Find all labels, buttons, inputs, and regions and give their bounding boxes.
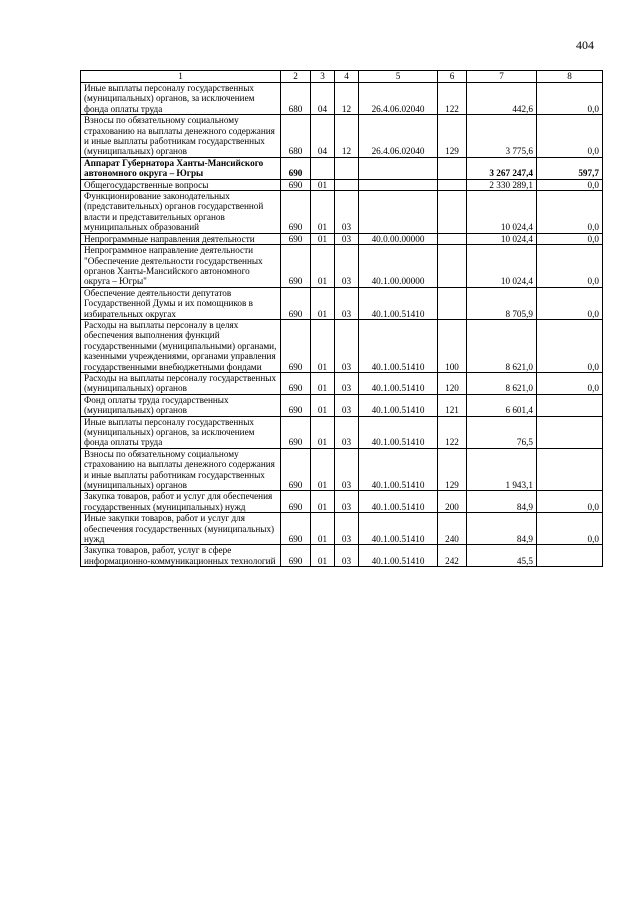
item-name: Фонд оплаты труда государственных (муниципальных) органов	[81, 394, 281, 416]
admin-code: 680	[281, 115, 311, 158]
section-code: 01	[311, 394, 335, 416]
item-name: Иные закупки товаров, работ и услуг для обеспечения государственных (муниципальных) нужд	[81, 513, 281, 545]
section-code: 01	[311, 491, 335, 513]
subsection-code	[335, 179, 359, 190]
subvention-value: 0,0	[537, 513, 603, 545]
target-article-code: 40.1.00.00000	[359, 245, 438, 288]
subvention-value: 0,0	[537, 372, 603, 394]
item-name: Закупка товаров, работ и услуг для обеспечения государственных (муниципальных) нужд	[81, 491, 281, 513]
expense-type-code: 200	[438, 491, 467, 513]
subvention-value: 0,0	[537, 83, 603, 115]
amount-value: 3 775,6	[467, 115, 537, 158]
admin-code: 680	[281, 83, 311, 115]
item-name: Расходы на выплаты персоналу государственных (муниципальных) органов	[81, 372, 281, 394]
expense-type-code: 122	[438, 83, 467, 115]
column-header: 4	[335, 71, 359, 83]
admin-code: 690	[281, 448, 311, 491]
item-name: Закупка товаров, работ, услуг в сфере информационно-коммуникационных технологий	[81, 545, 281, 567]
admin-code: 690	[281, 191, 311, 234]
admin-code: 690	[281, 319, 311, 372]
table-row	[81, 545, 603, 567]
admin-code: 690	[281, 513, 311, 545]
table-row	[81, 245, 603, 288]
amount-value: 6 601,4	[467, 394, 537, 416]
admin-code: 690	[281, 372, 311, 394]
subsection-code: 03	[335, 491, 359, 513]
item-name: Взносы по обязательному социальному страхованию на выплаты денежного содержания и иные выплаты работникам государственных (муниципальных) органов	[81, 115, 281, 158]
expense-type-code: 100	[438, 319, 467, 372]
table-row	[81, 115, 603, 158]
subvention-value: 0,0	[537, 179, 603, 190]
subsection-code: 03	[335, 287, 359, 319]
subvention-value: 0,0	[537, 491, 603, 513]
section-code: 01	[311, 545, 335, 567]
item-name: Расходы на выплаты персоналу в целях обеспечения выполнения функций государственными (муниципальными) органами, казенными учреждениями, органами управления государственными внебюджетными фондами	[81, 319, 281, 372]
admin-code: 690	[281, 233, 311, 244]
subsection-code	[335, 157, 359, 179]
subsection-code: 03	[335, 513, 359, 545]
subvention-value: 0,0	[537, 245, 603, 288]
expense-type-code	[438, 157, 467, 179]
subsection-code: 03	[335, 372, 359, 394]
amount-value: 10 024,4	[467, 191, 537, 234]
admin-code: 690	[281, 545, 311, 567]
expense-type-code	[438, 179, 467, 190]
amount-value: 442,6	[467, 83, 537, 115]
table-row	[81, 179, 603, 190]
amount-value: 76,5	[467, 416, 537, 448]
amount-value: 1 943,1	[467, 448, 537, 491]
admin-code: 690	[281, 491, 311, 513]
column-header: 2	[281, 71, 311, 83]
section-code: 01	[311, 245, 335, 288]
column-header: 1	[81, 71, 281, 83]
subvention-value	[537, 416, 603, 448]
budget-table	[80, 70, 603, 567]
admin-code: 690	[281, 394, 311, 416]
item-name: Иные выплаты персоналу государственных (муниципальных) органов, за исключением фонда оплаты труда	[81, 416, 281, 448]
target-article-code: 40.1.00.51410	[359, 513, 438, 545]
target-article-code: 40.1.00.51410	[359, 372, 438, 394]
expense-type-code	[438, 191, 467, 234]
section-code: 04	[311, 83, 335, 115]
amount-value: 8 705,9	[467, 287, 537, 319]
subvention-value	[537, 545, 603, 567]
table-row	[81, 191, 603, 234]
target-article-code: 40.1.00.51410	[359, 287, 438, 319]
table-row	[81, 157, 603, 179]
subvention-value	[537, 448, 603, 491]
section-code: 01	[311, 448, 335, 491]
target-article-code: 40.1.00.51410	[359, 545, 438, 567]
section-code: 01	[311, 513, 335, 545]
expense-type-code: 240	[438, 513, 467, 545]
item-name: Аппарат Губернатора Ханты-Мансийского автономного округа – Югры	[81, 157, 281, 179]
target-article-code	[359, 157, 438, 179]
item-name: Функционирование законодательных (представительных) органов государственной власти и представительных органов муниципальных образований	[81, 191, 281, 234]
page-number: 404	[576, 38, 594, 52]
target-article-code: 40.1.00.51410	[359, 448, 438, 491]
admin-code: 690	[281, 245, 311, 288]
subvention-value: 0,0	[537, 287, 603, 319]
target-article-code	[359, 191, 438, 234]
section-code	[311, 157, 335, 179]
section-code: 01	[311, 191, 335, 234]
item-name: Непрограммное направление деятельности "Обеспечение деятельности государственных органов Ханты-Мансийского автономного округа – Югры"	[81, 245, 281, 288]
target-article-code: 40.1.00.51410	[359, 416, 438, 448]
column-header: 5	[359, 71, 438, 83]
subsection-code: 03	[335, 245, 359, 288]
subsection-code: 03	[335, 416, 359, 448]
amount-value: 45,5	[467, 545, 537, 567]
target-article-code	[359, 179, 438, 190]
item-name: Взносы по обязательному социальному страхованию на выплаты денежного содержания и иные выплаты работникам государственных (муниципальных) органов	[81, 448, 281, 491]
column-header: 3	[311, 71, 335, 83]
table-row	[81, 416, 603, 448]
target-article-code: 40.0.00.00000	[359, 233, 438, 244]
expense-type-code: 121	[438, 394, 467, 416]
subsection-code: 12	[335, 83, 359, 115]
subsection-code: 03	[335, 319, 359, 372]
subsection-code: 03	[335, 191, 359, 234]
subvention-value: 597,7	[537, 157, 603, 179]
table-row	[81, 233, 603, 244]
column-header: 6	[438, 71, 467, 83]
expense-type-code	[438, 233, 467, 244]
subvention-value: 0,0	[537, 115, 603, 158]
subsection-code: 03	[335, 394, 359, 416]
amount-value: 10 024,4	[467, 245, 537, 288]
target-article-code: 26.4.06.02040	[359, 115, 438, 158]
amount-value: 8 621,0	[467, 372, 537, 394]
subsection-code: 03	[335, 448, 359, 491]
column-header: 8	[537, 71, 603, 83]
target-article-code: 40.1.00.51410	[359, 319, 438, 372]
amount-value: 2 330 289,1	[467, 179, 537, 190]
expense-type-code	[438, 287, 467, 319]
table-row	[81, 287, 603, 319]
expense-type-code: 120	[438, 372, 467, 394]
subsection-code: 12	[335, 115, 359, 158]
amount-value: 3 267 247,4	[467, 157, 537, 179]
subvention-value: 0,0	[537, 191, 603, 234]
table-body	[81, 83, 603, 567]
section-code: 04	[311, 115, 335, 158]
table-header	[81, 71, 603, 83]
admin-code: 690	[281, 416, 311, 448]
expense-type-code: 122	[438, 416, 467, 448]
expense-type-code: 129	[438, 115, 467, 158]
admin-code: 690	[281, 287, 311, 319]
table-row	[81, 491, 603, 513]
subvention-value	[537, 394, 603, 416]
target-article-code: 26.4.06.02040	[359, 83, 438, 115]
target-article-code: 40.1.00.51410	[359, 394, 438, 416]
table-row	[81, 83, 603, 115]
expense-type-code: 129	[438, 448, 467, 491]
target-article-code: 40.1.00.51410	[359, 491, 438, 513]
expense-type-code: 242	[438, 545, 467, 567]
table-row	[81, 513, 603, 545]
section-code: 01	[311, 179, 335, 190]
table-row	[81, 372, 603, 394]
section-code: 01	[311, 233, 335, 244]
subsection-code: 03	[335, 545, 359, 567]
item-name: Иные выплаты персоналу государственных (муниципальных) органов, за исключением фонда оплаты труда	[81, 83, 281, 115]
expense-type-code	[438, 245, 467, 288]
item-name: Непрограммные направления деятельности	[81, 233, 281, 244]
column-header: 7	[467, 71, 537, 83]
amount-value: 84,9	[467, 513, 537, 545]
subvention-value: 0,0	[537, 233, 603, 244]
item-name: Обеспечение деятельности депутатов Государственной Думы и их помощников в избирательных округах	[81, 287, 281, 319]
amount-value: 10 024,4	[467, 233, 537, 244]
section-code: 01	[311, 372, 335, 394]
table-row	[81, 448, 603, 491]
section-code: 01	[311, 287, 335, 319]
table-row	[81, 319, 603, 372]
admin-code: 690	[281, 157, 311, 179]
section-code: 01	[311, 319, 335, 372]
table-row	[81, 394, 603, 416]
section-code: 01	[311, 416, 335, 448]
admin-code: 690	[281, 179, 311, 190]
column-number-row	[81, 71, 603, 83]
subsection-code: 03	[335, 233, 359, 244]
amount-value: 8 621,0	[467, 319, 537, 372]
amount-value: 84,9	[467, 491, 537, 513]
subvention-value: 0,0	[537, 319, 603, 372]
item-name: Общегосударственные вопросы	[81, 179, 281, 190]
